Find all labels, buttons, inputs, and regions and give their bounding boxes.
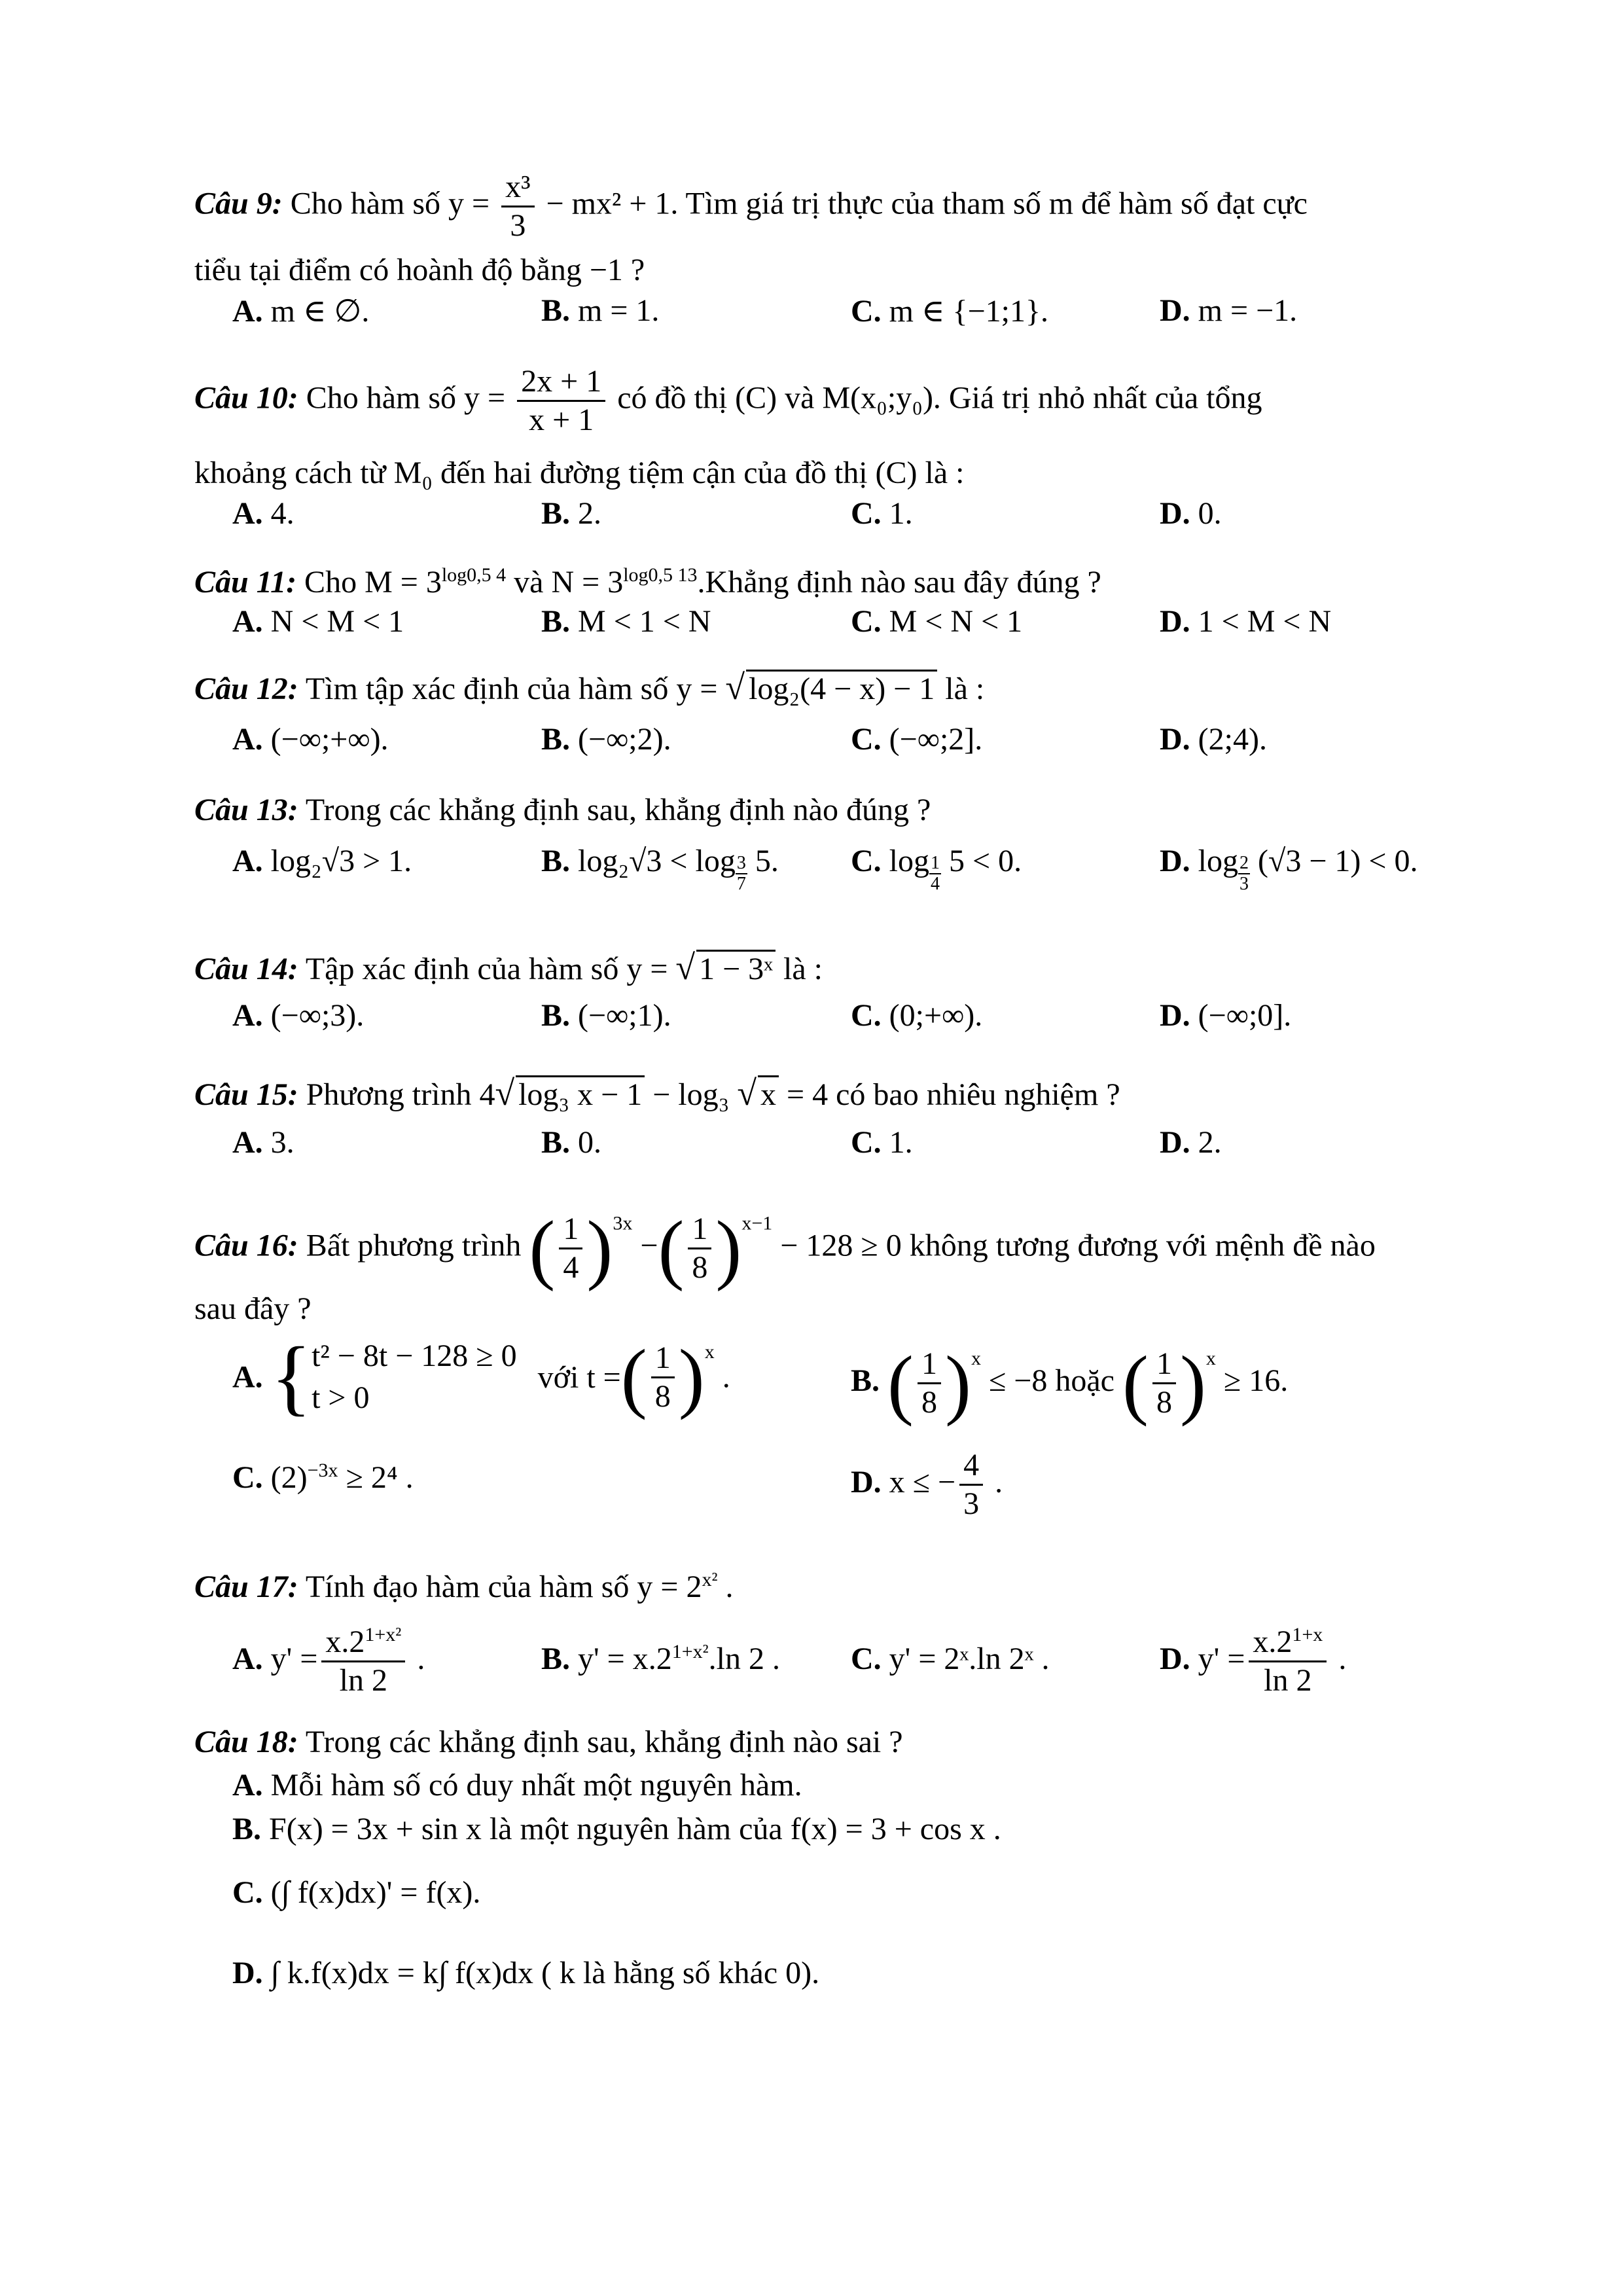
option-label: B.: [541, 1641, 571, 1676]
option-label: B.: [851, 1363, 880, 1398]
paren: (: [620, 1333, 647, 1420]
option-label: D.: [1160, 604, 1190, 639]
option-text: 0.: [1198, 496, 1222, 531]
option-d: [1160, 997, 1291, 1033]
fraction: [1152, 1346, 1176, 1421]
option-label: C.: [851, 1641, 882, 1676]
exponent: 1+x²: [365, 1624, 402, 1646]
question-18: [194, 1723, 1505, 1762]
option-text: y' =: [270, 1641, 318, 1676]
question-text: Trong các khẳng định sau, khẳng định nào đúng ?: [305, 793, 931, 827]
option-text: (−∞;2].: [889, 722, 983, 757]
option-text: (−∞;3).: [270, 998, 365, 1033]
option-text: log₂√3 < log: [578, 844, 736, 878]
option-text: .ln 2 .: [708, 1641, 780, 1676]
option-text: 5 < 0.: [949, 844, 1022, 878]
option-text: (−∞;1).: [578, 998, 671, 1033]
option-c: [851, 603, 1022, 639]
paren: ): [944, 1339, 971, 1427]
denominator: 8: [654, 1378, 671, 1414]
numerator: 1: [931, 853, 940, 873]
question-10: [194, 363, 1505, 439]
paren: ): [586, 1204, 613, 1292]
option-text: m = 1.: [578, 293, 660, 328]
options-10: [194, 495, 1505, 541]
radicand: 1 − 3ˣ: [696, 950, 776, 987]
radicand: x: [758, 1075, 779, 1113]
option-label: B.: [541, 293, 571, 328]
option-text: 2.: [1198, 1125, 1222, 1160]
math-text: Cho M = 3: [304, 565, 442, 600]
question-12: [194, 668, 1505, 709]
option-text: (√3 − 1) < 0.: [1258, 844, 1418, 878]
option-b: [541, 997, 671, 1033]
option-d: [1160, 1617, 1346, 1702]
fraction: [959, 1447, 983, 1522]
question-text: .Khẳng định nào sau đây đúng ?: [697, 565, 1101, 600]
question-title: Câu 12:: [194, 672, 298, 706]
question-text: là :: [783, 952, 823, 986]
exponent: log0,5 13: [623, 564, 698, 586]
exponent: x: [971, 1348, 981, 1369]
numerator-text: x.2: [1253, 1624, 1293, 1660]
question-9-line2: tiểu tại điểm có hoành độ bằng −1 ?: [194, 253, 645, 287]
fraction: [651, 1340, 675, 1415]
option-label: A.: [232, 722, 263, 757]
numerator: 1: [918, 1346, 941, 1384]
option-text: ≥ 2⁴ .: [346, 1460, 414, 1495]
option-a: [232, 495, 294, 531]
option-label: C.: [851, 496, 882, 531]
exponent: 1+x: [1292, 1624, 1323, 1646]
option-text: (−∞;0].: [1198, 998, 1292, 1033]
option-c: [851, 495, 913, 531]
option-text: 2.: [578, 496, 602, 531]
period: .: [995, 1465, 1003, 1499]
option-text: 4.: [270, 496, 294, 531]
math-text: y =: [448, 186, 490, 221]
paren: ): [715, 1204, 742, 1292]
exponent: x²: [702, 1569, 718, 1590]
period: .: [722, 1359, 730, 1395]
numerator: 4: [959, 1447, 983, 1486]
option-label: C.: [851, 998, 882, 1033]
options-16-row2: [194, 1440, 1505, 1532]
math-text: Phương trình 4: [306, 1077, 495, 1112]
paren: ): [1179, 1339, 1206, 1427]
option-text: Mỗi hàm số có duy nhất một nguyên hàm.: [270, 1768, 802, 1803]
option-c: [851, 997, 982, 1033]
fraction: [517, 363, 605, 439]
question-13: [194, 791, 1505, 830]
question-11: [194, 563, 1505, 602]
denominator: ln 2: [1264, 1663, 1312, 1698]
option-a: [232, 1124, 294, 1160]
question-9: [194, 169, 1505, 244]
question-title: Câu 16:: [194, 1228, 298, 1263]
option-text: với t =: [537, 1359, 621, 1395]
option-text: m = −1.: [1198, 293, 1298, 328]
log-base-fraction: [736, 853, 747, 894]
option-label: D.: [1160, 496, 1190, 531]
option-label: D.: [1160, 998, 1190, 1033]
numerator: x³: [501, 169, 534, 207]
question-title: Câu 18:: [194, 1725, 298, 1759]
fraction: [1249, 1624, 1327, 1699]
option-label: D.: [1160, 293, 1190, 328]
question-text: Tập xác định của hàm số y =: [305, 952, 668, 986]
option-label: D.: [1160, 844, 1190, 878]
denominator: 8: [692, 1250, 708, 1285]
option-a: [232, 1330, 730, 1424]
denominator: 7: [736, 874, 746, 894]
question-text: Cho hàm số: [306, 380, 457, 416]
option-text: (0;+∞).: [889, 998, 983, 1033]
option-a: [232, 293, 369, 329]
exponent: x: [704, 1341, 715, 1363]
math-text: − 128 ≥ 0: [780, 1228, 902, 1263]
option-b: [541, 721, 671, 757]
option-d: [1160, 721, 1267, 757]
option-a: [232, 603, 404, 639]
numerator: 2x + 1: [517, 363, 605, 402]
option-a: [232, 721, 389, 757]
question-14: [194, 948, 1505, 989]
option-text: 1.: [889, 496, 913, 531]
option-text: 3.: [270, 1125, 294, 1160]
math-text: y =: [464, 380, 506, 416]
period: .: [1338, 1641, 1347, 1676]
numerator: [321, 1624, 405, 1662]
math-text: − log₃: [652, 1077, 730, 1112]
paren: ): [678, 1333, 705, 1420]
option-label: A.: [232, 604, 263, 639]
question-text: là :: [945, 672, 985, 706]
denominator: ln 2: [339, 1663, 388, 1698]
denominator: 8: [921, 1385, 937, 1420]
period: .: [417, 1641, 425, 1676]
brace: {: [270, 1330, 312, 1424]
numerator: 1: [1152, 1346, 1176, 1384]
option-b: [232, 1810, 1505, 1849]
option-text: y' = x.2: [578, 1641, 672, 1676]
fraction: [918, 1346, 941, 1421]
option-label: B.: [541, 998, 571, 1033]
option-text: F(x) = 3x + sin x là một nguyên hàm của f(x) = 3 + cos x .: [269, 1812, 1001, 1846]
option-text: log₂√3 > 1.: [270, 844, 412, 878]
option-label: B.: [232, 1812, 262, 1846]
question-17: [194, 1568, 1505, 1607]
fraction: [559, 1211, 582, 1286]
option-text: (−∞;+∞).: [270, 722, 389, 757]
option-c: [851, 843, 1022, 894]
option-b: [541, 603, 711, 639]
question-title: Câu 9:: [194, 186, 283, 221]
option-label: B.: [541, 604, 571, 639]
fraction: [321, 1624, 405, 1699]
numerator-text: x.2: [325, 1624, 365, 1660]
option-label: D.: [232, 1956, 263, 1990]
question-text: Trong các khẳng định sau, khẳng định nào sai ?: [305, 1725, 903, 1759]
question-title: Câu 11:: [194, 565, 297, 600]
option-label: A.: [232, 294, 263, 329]
option-label: C.: [232, 1460, 263, 1495]
option-text: 1.: [889, 1125, 913, 1160]
radical-sign: √: [725, 668, 745, 707]
denominator: 4: [931, 874, 940, 894]
question-text: Bất phương trình: [306, 1228, 522, 1263]
math-text: và N = 3: [514, 565, 624, 600]
question-16-line2: sau đây ?: [194, 1291, 312, 1326]
radical-sign: √: [495, 1073, 515, 1113]
options-17: [194, 1617, 1505, 1708]
option-text: y' =: [1198, 1641, 1245, 1676]
option-text: log: [1198, 844, 1239, 878]
denominator: 4: [563, 1250, 579, 1285]
radicand: log₂(4 − x) − 1: [746, 670, 937, 707]
paren: (: [1122, 1339, 1149, 1427]
exponent: 3x: [613, 1212, 633, 1234]
option-label: C.: [851, 294, 882, 329]
option-d: [232, 1954, 1505, 1993]
radical-sign: √: [737, 1073, 757, 1113]
question-text: . Tìm giá trị thực của tham số m để hàm số đạt cực: [670, 186, 1308, 221]
option-c: [232, 1873, 1505, 1912]
numerator: 2: [1240, 853, 1249, 873]
option-text: ≥ 16.: [1223, 1363, 1289, 1398]
option-label: A.: [232, 496, 263, 531]
option-text: m ∈ ∅.: [270, 294, 370, 329]
denominator: 3: [963, 1486, 980, 1522]
option-b: [541, 495, 601, 531]
option-label: A.: [232, 1768, 263, 1803]
question-title: Câu 14:: [194, 952, 298, 986]
fraction: [501, 169, 534, 244]
question-title: Câu 13:: [194, 793, 298, 827]
option-text: 0.: [578, 1125, 602, 1160]
system-line: t > 0: [312, 1380, 370, 1415]
options-12: [194, 721, 1505, 767]
options-13: [194, 843, 1505, 894]
question-title: Câu 15:: [194, 1077, 298, 1112]
option-c: [232, 1460, 414, 1496]
option-text: ≤ −8 hoặc: [988, 1363, 1115, 1398]
option-label: D.: [1160, 1125, 1190, 1160]
exponent: x: [1205, 1348, 1216, 1369]
option-d: [1160, 495, 1222, 531]
option-b: [541, 293, 659, 329]
question-10-line2: khoảng cách từ M₀ đến hai đường tiệm cận của đồ thị (C) là :: [194, 456, 965, 490]
exponent: log0,5 4: [441, 564, 507, 586]
option-label: B.: [541, 844, 571, 878]
question-text: .: [725, 1570, 734, 1604]
option-text: (∫ f(x)dx)' = f(x).: [270, 1875, 481, 1910]
numerator: 1: [651, 1340, 675, 1378]
option-label: A.: [232, 1125, 263, 1160]
option-text: M < 1 < N: [578, 604, 711, 639]
option-b: [541, 1617, 780, 1702]
option-label: A.: [232, 844, 263, 878]
option-a: [232, 997, 364, 1033]
option-text: m ∈ {−1;1}.: [889, 294, 1049, 329]
option-a: [232, 1766, 1505, 1805]
option-label: A.: [232, 998, 263, 1033]
options-15: [194, 1124, 1505, 1170]
option-text: 1 < M < N: [1198, 604, 1332, 639]
question-15: [194, 1073, 1505, 1115]
option-d: [1160, 843, 1418, 894]
option-text: (2;4).: [1198, 722, 1267, 757]
option-label: C.: [851, 604, 882, 639]
option-label: A.: [232, 1359, 263, 1395]
option-d: [1160, 293, 1297, 329]
options-16-row1: [194, 1330, 1505, 1427]
option-b: [541, 1124, 601, 1160]
fraction: [688, 1211, 711, 1286]
question-text: có đồ thị (C) và M(x₀;y₀). Giá trị nhỏ nhất của tổng: [617, 380, 1262, 416]
option-d: [851, 1440, 1003, 1525]
option-text: ∫ k.f(x)dx = k∫ f(x)dx ( k là hằng số khác 0).: [270, 1956, 820, 1990]
log-base-fraction: [1238, 853, 1250, 894]
exponent: x−1: [741, 1212, 773, 1234]
question-16: Câu 16: Bất phương trình ( $\frac{1}{4}$ )$^{3x}$ −( $\frac{1}{8}$ )$^{x-1}$ − 128 ≥ 0 không tương đương với mệnh đề nào: [194, 1204, 1376, 1292]
numerator: 1: [688, 1211, 711, 1249]
option-label: B.: [541, 722, 571, 757]
radical-sign: √: [675, 948, 696, 987]
question-text: Tìm tập xác định của hàm số y =: [305, 672, 718, 706]
option-label: A.: [232, 1641, 263, 1676]
option-d: [1160, 603, 1331, 639]
option-label: C.: [851, 844, 882, 878]
question-text: Tính đạo hàm của hàm số y = 2: [305, 1570, 702, 1604]
option-text: y' = 2ˣ.ln 2ˣ .: [889, 1641, 1050, 1676]
numerator: 3: [736, 853, 746, 873]
denominator: 3: [1240, 874, 1249, 894]
question-text: = 4 có bao nhiêu nghiệm ?: [787, 1077, 1120, 1112]
option-label: B.: [541, 1125, 571, 1160]
option-text: 5.: [755, 844, 779, 878]
paren: (: [658, 1204, 685, 1292]
options-9: [194, 293, 1505, 338]
options-14: [194, 997, 1505, 1043]
option-text: (2): [270, 1460, 308, 1495]
log-base-fraction: [929, 853, 941, 894]
option-text: M < N < 1: [889, 604, 1023, 639]
option-d: [1160, 1124, 1222, 1160]
option-c: [851, 1124, 913, 1160]
option-text: (−∞;2).: [578, 722, 671, 757]
option-c: [851, 1617, 1049, 1702]
option-label: C.: [851, 1125, 882, 1160]
option-b: [851, 1335, 1288, 1427]
option-text: log: [889, 844, 930, 878]
math-text: − mx² + 1: [546, 186, 671, 221]
option-c: [851, 293, 1048, 329]
option-label: D.: [1160, 1641, 1190, 1676]
denominator: 8: [1156, 1385, 1172, 1420]
option-label: B.: [541, 496, 571, 531]
option-a: [232, 1617, 425, 1702]
numerator: [1249, 1624, 1327, 1662]
question-title: Câu 17:: [194, 1570, 298, 1604]
exponent: −3x: [307, 1460, 338, 1481]
question-title: Câu 10:: [194, 380, 298, 416]
option-label: C.: [851, 722, 882, 757]
exponent: 1+x²: [671, 1641, 709, 1662]
numerator: 1: [559, 1211, 582, 1249]
options-11: [194, 603, 1505, 649]
option-b: [541, 843, 779, 894]
option-c: [851, 721, 982, 757]
equation-system: [312, 1335, 517, 1419]
option-text: N < M < 1: [270, 604, 404, 639]
denominator: x + 1: [529, 403, 594, 437]
question-text: Cho hàm số: [290, 186, 441, 221]
option-a: [232, 843, 412, 879]
paren: (: [887, 1339, 914, 1427]
system-line: t² − 8t − 128 ≥ 0: [312, 1338, 517, 1373]
option-label: D.: [1160, 722, 1190, 757]
radicand: log₃ x − 1: [516, 1075, 645, 1113]
denominator: 3: [510, 208, 526, 243]
paren: (: [529, 1204, 556, 1292]
question-text: không tương đương với mệnh đề nào: [909, 1228, 1376, 1263]
option-label: D.: [851, 1465, 882, 1499]
option-label: C.: [232, 1875, 263, 1910]
option-text: x ≤ −: [889, 1465, 956, 1499]
